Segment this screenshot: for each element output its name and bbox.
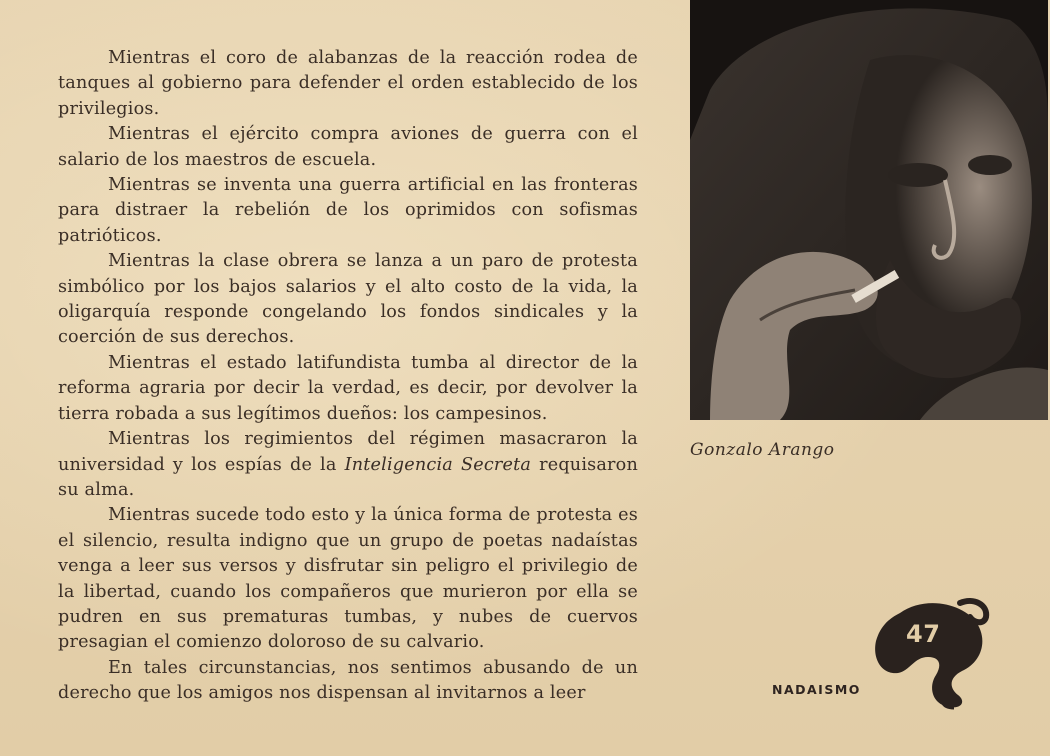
paragraph-7: Mientras sucede todo esto y la única forma de protesta es el silencio, resulta indigno que un grupo de poetas nadaístas venga a leer sus versos y disfrutar sin peligro el privilegio de la libertad, cuando los compañeros que murieron por ella se pudren en sus prematuras tumbas, y nubes de cuervos presagian el comienzo doloroso de su calvario. xyxy=(58,505,638,653)
portrait-image xyxy=(690,0,1048,420)
paragraph-6-italic: Inteligencia Secreta xyxy=(344,454,532,475)
paragraph-6 xyxy=(58,427,638,503)
paragraph-6-after: requisaron su alma. xyxy=(58,454,638,500)
paragraph-4: Mientras la clase obrera se lanza a un paro de protesta simbólico por los bajos salarios y el alto costo de la vida, la oligarquía responde congelando los fondos sindicales y la coerción de sus derechos. xyxy=(58,251,638,348)
paragraph-8: En tales circunstancias, nos sentimos abusando de un derecho que los amigos nos dispensan al invitarnos a leer xyxy=(58,657,638,704)
paragraph-6-before: Mientras los regimientos del régimen masacraron la universidad y los espías de la xyxy=(58,429,638,475)
photo-caption: Gonzalo Arango xyxy=(690,440,835,460)
author-portrait-photo xyxy=(690,0,1048,420)
section-label: NADAISMO xyxy=(772,682,861,697)
nadaismo-logo-icon xyxy=(870,595,990,710)
paragraph-3: Mientras se inventa una guerra artificial en las fronteras para distraer la rebelión de los oprimidos con sofismas patrióticos. xyxy=(58,175,638,246)
paragraph-1: Mientras el coro de alabanzas de la reacción rodea de tanques al gobierno para defender el orden establecido de los privilegios. xyxy=(58,48,638,119)
paragraph-5: Mientras el estado latifundista tumba al director de la reforma agraria por decir la verdad, es decir, por devolver la tierra robada a sus legítimos dueños: los campesinos. xyxy=(58,352,638,424)
paragraph-2: Mientras el ejército compra aviones de guerra con el salario de los maestros de escuela. xyxy=(58,124,638,170)
article-body xyxy=(58,46,638,707)
page-number: 47 xyxy=(906,620,941,648)
